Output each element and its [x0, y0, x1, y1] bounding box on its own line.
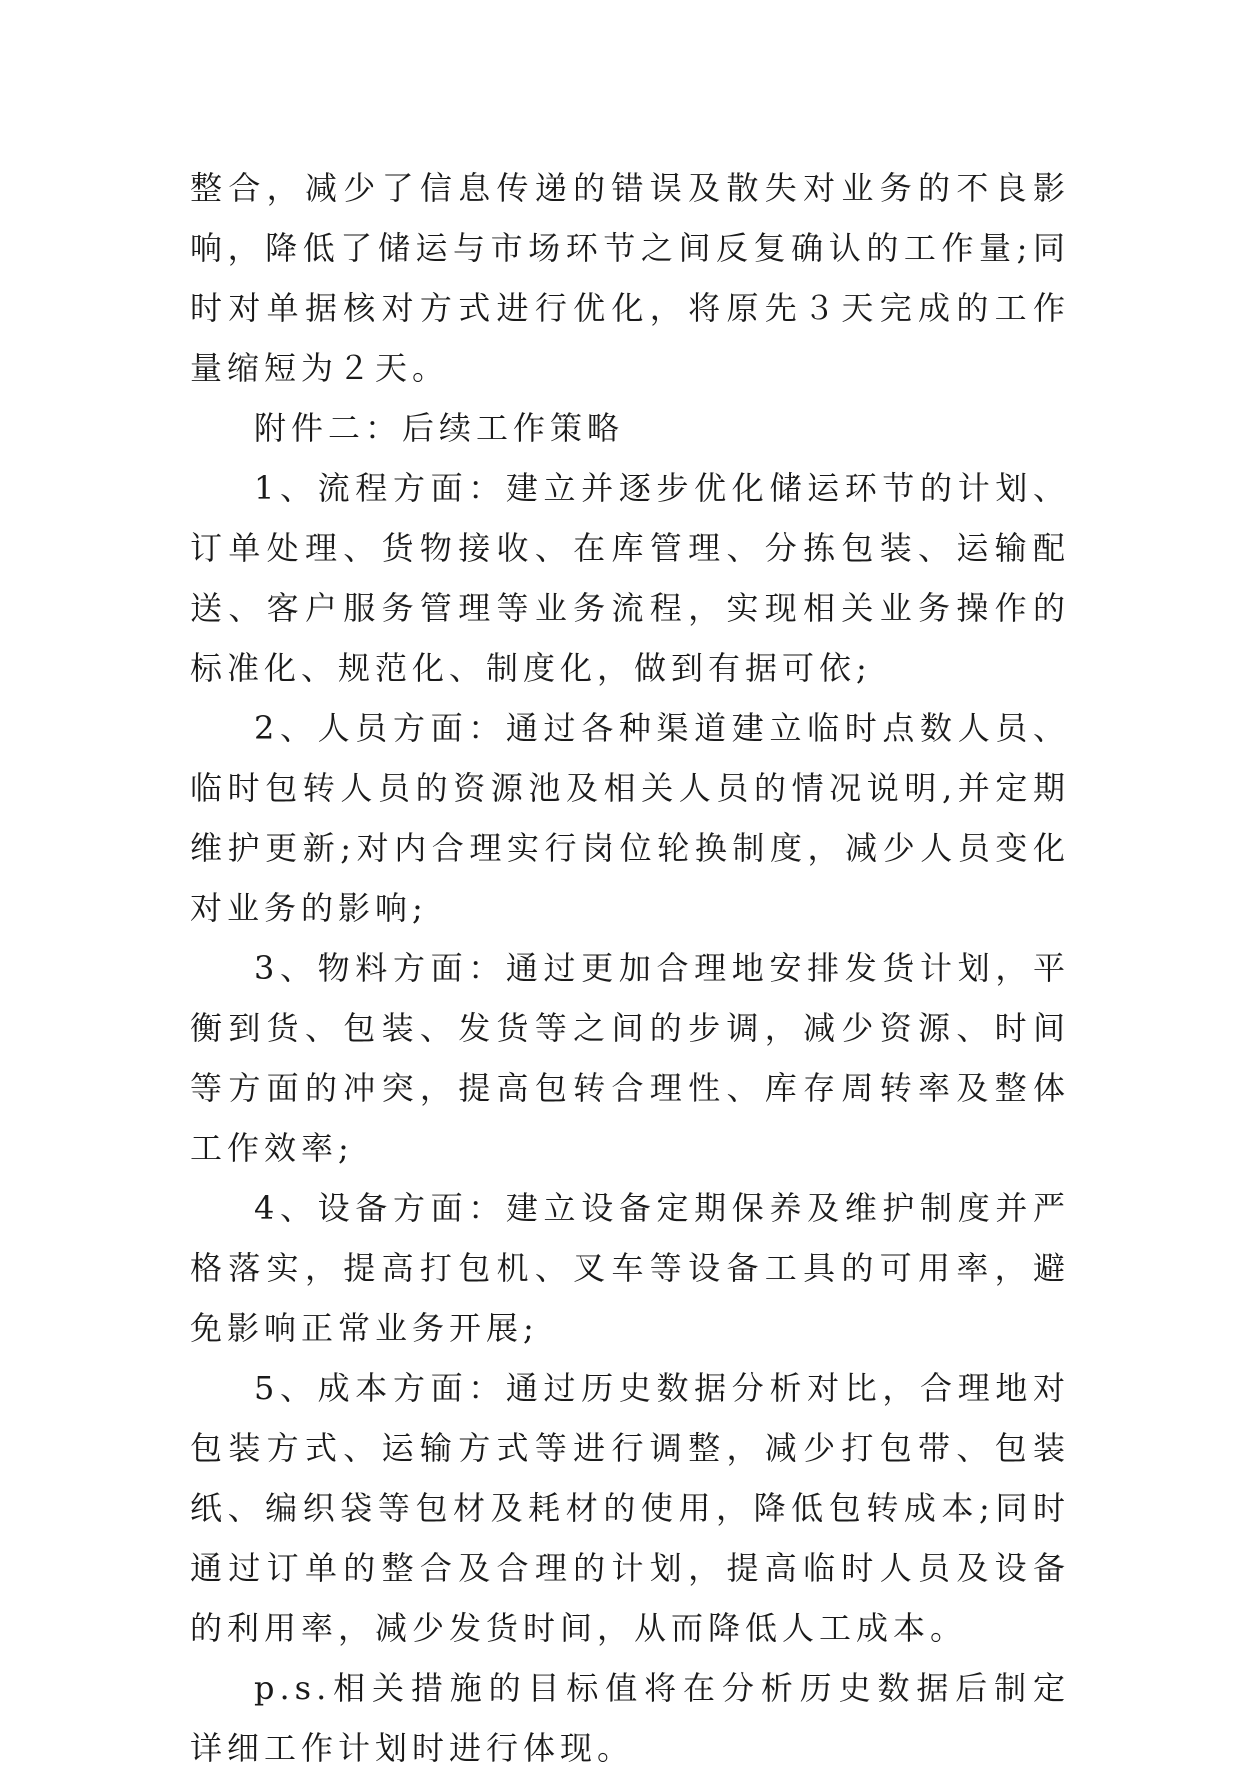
- document-body: [190, 158, 1070, 1778]
- paragraph-continuation: 整合，减少了信息传递的错误及散失对业务的不良影响，降低了储运与市场环节之间反复确认的工作量;同时对单据核对方式进行优化，将原先３天完成的工作量缩短为２天。: [190, 169, 1070, 387]
- appendix-heading: 附件二：后续工作策略: [254, 409, 625, 447]
- paragraph-personnel: 2、人员方面：通过各种渠道建立临时点数人员、临时包转人员的资源池及相关人员的情况说明,并定期维护更新;对内合理实行岗位轮换制度，减少人员变化对业务的影响;: [190, 709, 1070, 927]
- paragraph-postscript: p.s.相关措施的目标值将在分析历史数据后制定详细工作计划时进行体现。: [190, 1669, 1070, 1767]
- paragraph-process: 1、流程方面：建立并逐步优化储运环节的计划、订单处理、货物接收、在库管理、分拣包装、运输配送、客户服务管理等业务流程，实现相关业务操作的标准化、规范化、制度化，做到有据可依;: [190, 469, 1070, 687]
- paragraph-equipment: 4、设备方面：建立设备定期保养及维护制度并严格落实，提高打包机、叉车等设备工具的可用率，避免影响正常业务开展;: [190, 1189, 1070, 1347]
- paragraph-materials: 3、物料方面：通过更加合理地安排发货计划，平衡到货、包装、发货等之间的步调，减少资源、时间等方面的冲突，提高包转合理性、库存周转率及整体工作效率;: [190, 949, 1070, 1167]
- paragraph-cost: 5、成本方面：通过历史数据分析对比，合理地对包装方式、运输方式等进行调整，减少打包带、包装纸、编织袋等包材及耗材的使用，降低包转成本;同时通过订单的整合及合理的计划，提高临时人员及设备的利用率，减少发货时间，从而降低人工成本。: [190, 1369, 1070, 1647]
